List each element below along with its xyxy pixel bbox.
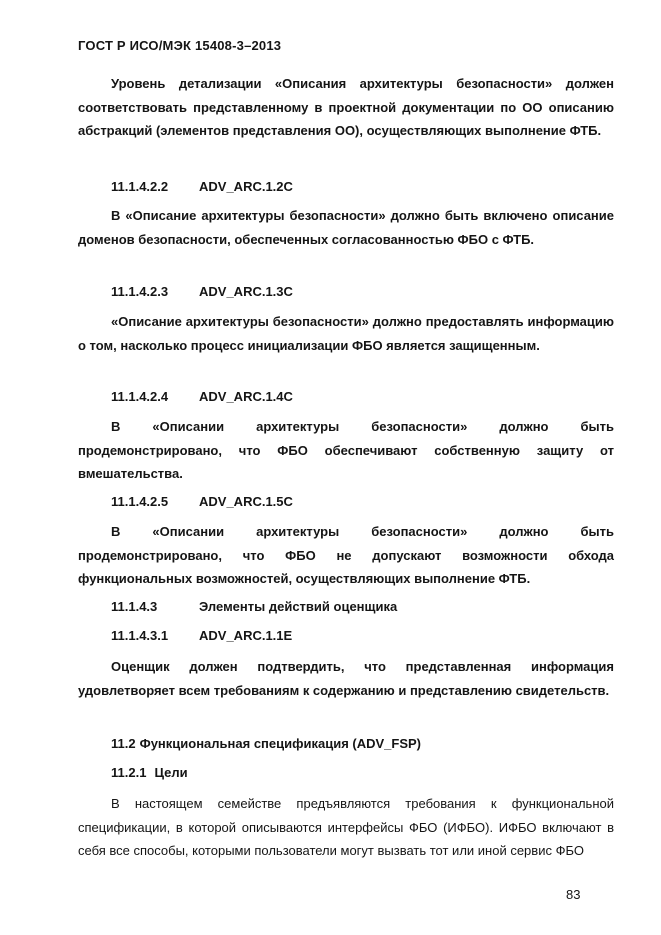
section-heading-11-1-4-2-2	[111, 179, 293, 194]
paragraph-evaluator-confirm: Оценщик должен подтвердить, что представленная информация удовлетворяет всем требованиям к содержанию и представлению свидетельств.	[78, 659, 614, 698]
section-title: Функциональная спецификация (ADV_FSP)	[139, 736, 422, 751]
section-number: 11.1.4.2.4	[111, 389, 169, 404]
section-title: ADV_ARC.1.5C	[199, 494, 293, 509]
section-title: Элементы действий оценщика	[199, 599, 398, 614]
paragraph-self-protection: В «Описании архитектуры безопасности» должно быть продемонстрировано, что ФБО обеспечивают собственную защиту от вмешательства.	[78, 419, 614, 481]
section-title: ADV_ARC.1.3C	[199, 284, 293, 299]
page-number: 83	[566, 887, 581, 902]
section-number: 11.2.1	[111, 765, 147, 780]
section-number: 11.1.4.3.1	[111, 628, 169, 643]
section-heading-11-1-4-3	[111, 599, 397, 614]
section-number: 11.1.4.3	[111, 599, 158, 614]
section-title: ADV_ARC.1.4C	[199, 389, 293, 404]
section-title: ADV_ARC.1.2C	[199, 179, 293, 194]
section-heading-11-2-1	[111, 765, 188, 780]
paragraph-family-requirements: В настоящем семействе предъявляются требования к функциональной спецификации, в которой описываются интерфейсы ФБО (ИФБО). ИФБО включают в себя все способы, которыми пользователи могут вызвать тот или иной сервис ФБО	[78, 796, 614, 858]
section-number: 11.1.4.2.3	[111, 284, 169, 299]
paragraph-initialization: «Описание архитектуры безопасности» должно предоставлять информацию о том, насколько процесс инициализации ФБО является защищенным.	[78, 314, 614, 353]
paragraph-bypass: В «Описании архитектуры безопасности» должно быть продемонстрировано, что ФБО не допускают возможности обхода функциональных возможностей, осуществляющих выполнение ФТБ.	[78, 524, 614, 586]
paragraph-detail-level: Уровень детализации «Описания архитектуры безопасности» должен соответствовать представленному в проектной документации по ОО описанию абстракций (элементов представления ОО), осуществляющих выполнение ФТБ.	[78, 76, 614, 138]
section-number: 11.1.4.2.2	[111, 179, 169, 194]
document-header: ГОСТ Р ИСО/МЭК 15408-3–2013	[78, 38, 282, 53]
section-heading-11-2	[111, 736, 421, 751]
section-title: Цели	[154, 765, 188, 780]
section-title: ADV_ARC.1.1E	[199, 628, 293, 643]
section-number: 11.1.4.2.5	[111, 494, 169, 509]
section-heading-11-1-4-2-3	[111, 284, 293, 299]
section-heading-11-1-4-3-1	[111, 628, 292, 643]
section-heading-11-1-4-2-4	[111, 389, 293, 404]
section-heading-11-1-4-2-5	[111, 494, 293, 509]
section-number: 11.2	[111, 736, 136, 751]
paragraph-security-domains: В «Описание архитектуры безопасности» должно быть включено описание доменов безопасности, обеспеченных согласованностью ФБО с ФТБ.	[78, 208, 614, 247]
